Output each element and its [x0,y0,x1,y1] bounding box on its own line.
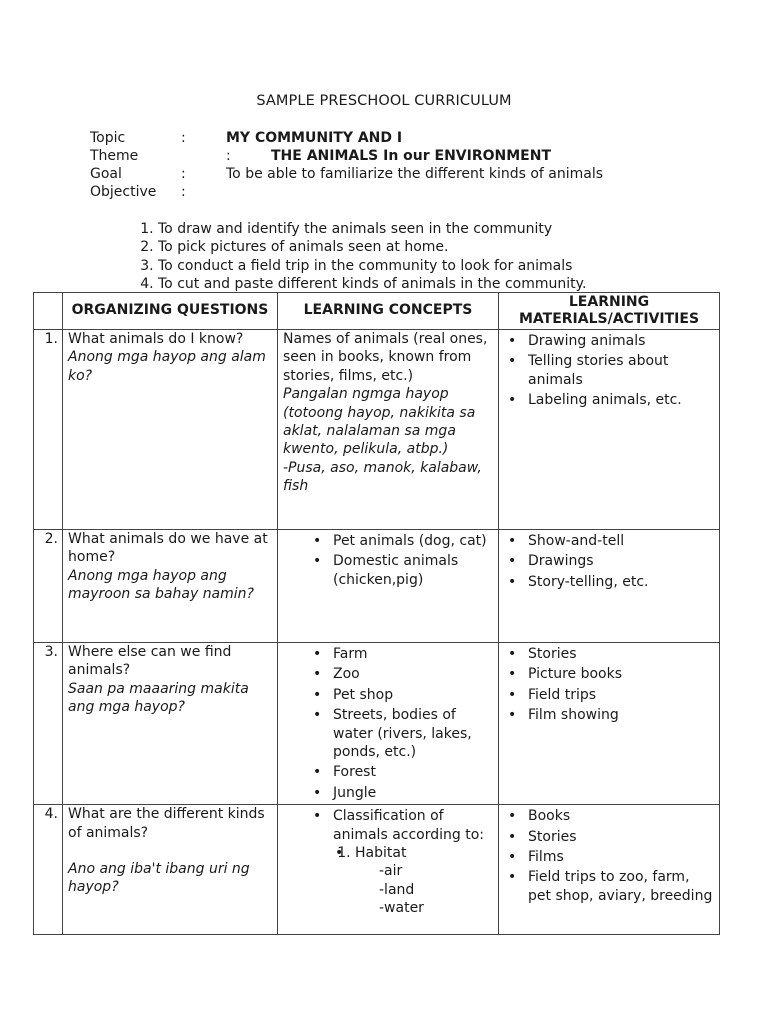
activities-cell [499,530,720,643]
concept-cell [278,643,499,805]
topic-label: Topic [90,130,126,146]
concept-cell [278,330,499,530]
question-english: What animals do I know? [68,331,244,347]
activities-cell [499,330,720,530]
objective-label: Objective [90,184,157,200]
question-english: What animals do we have at home? [68,531,268,566]
list-item: • Picture books [528,665,714,683]
list-item: • Stories [528,828,714,846]
concept-english: Names of animals (real ones, seen in books, known from stories, films, etc.) [283,331,488,384]
list-item: • Books [528,807,714,825]
list-item: • Pet shop [333,686,493,704]
concept-filipino: Pangalan ngmga hayop (totoong hayop, nakikita sa aklat, nalalaman sa mga kwento, pelikula, atbp.) [283,386,476,458]
question-cell [63,805,278,935]
table-row [34,530,720,643]
concept-examples: -Pusa, aso, manok, kalabaw, fish [283,459,482,495]
question-english: Where else can we find animals? [68,644,232,679]
concepts-list [283,645,493,802]
list-item: • Drawing animals [528,332,714,350]
question-filipino: Anong mga hayop ang alam ko? [68,349,266,384]
row-number: 3. [34,643,63,805]
question-filipino: Ano ang iba't ibang uri ng hayop? [68,861,250,896]
question-cell [63,530,278,643]
table-header-row [34,293,720,330]
objective-item: 3. To conduct a field trip in the community to look for animals [158,257,586,275]
list-item: • Forest [333,763,493,781]
list-item: • Streets, bodies of water (rivers, lakes, ponds, etc.) [333,706,493,761]
activities-list [504,807,714,905]
list-item: • Pet animals (dog, cat) [333,532,493,550]
theme-label: Theme [90,148,139,164]
objective-item: 1. To draw and identify the animals seen in the community [158,220,586,238]
habitat-label: Habitat [355,845,407,862]
question-cell [63,643,278,805]
list-item: • Film showing [528,706,714,724]
objective-item: 2. To pick pictures of animals seen at home. [158,238,586,256]
table-row [34,330,720,530]
theme-value: THE ANIMALS In our ENVIRONMENT [271,148,552,164]
topic-colon: : [181,130,186,146]
goal-value: To be able to familiarize the different kinds of animals [226,166,604,182]
header-questions: ORGANIZING QUESTIONS [63,293,278,330]
habitat-air: -air [379,863,403,880]
activities-list [504,532,714,591]
curriculum-table [33,292,720,935]
list-item: • Story-telling, etc. [528,573,714,591]
list-item: • Zoo [333,665,493,683]
habitat-water: -water [379,900,424,917]
table-row [34,643,720,805]
header-num [34,293,63,330]
list-item: • Drawings [528,552,714,570]
concepts-list [283,532,493,589]
question-cell [63,330,278,530]
list-item [333,807,493,917]
question-filipino: Anong mga hayop ang mayroon sa bahay namin? [68,567,254,603]
concepts-list [283,807,493,917]
concept-cell [278,530,499,643]
goal-label: Goal [90,166,122,182]
classification-sublist [333,844,493,918]
list-item: • Field trips [528,686,714,704]
activities-cell [499,643,720,805]
list-item: • Domestic animals (chicken,pig) [333,552,493,589]
list-item: • Field trips to zoo, farm, pet shop, aviary, breeding [528,868,714,905]
row-number: 1. [34,330,63,530]
habitat-land: -land [379,881,415,898]
question-filipino: Saan pa maaaring makita ang mga hayop? [68,680,249,716]
concept-cell [278,805,499,935]
list-item: • Jungle [333,784,493,802]
theme-colon: : [226,148,231,164]
list-item: • Stories [528,645,714,663]
header-concepts: LEARNING CONCEPTS [278,293,499,330]
activities-list [504,645,714,725]
header-activities: LEARNING MATERIALS/ACTIVITIES [499,293,720,330]
list-item: • Labeling animals, etc. [528,391,714,409]
activities-list [504,332,714,410]
table-row [34,805,720,935]
goal-colon: : [181,166,186,182]
objective-item: 4. To cut and paste different kinds of animals in the community. [158,275,586,293]
list-item: • Farm [333,645,493,663]
objectives-list [136,220,586,293]
list-item: • Telling stories about animals [528,352,714,389]
row-number: 4. [34,805,63,935]
list-item: • Show-and-tell [528,532,714,550]
document-title: SAMPLE PRESCHOOL CURRICULUM [256,93,512,109]
row-number: 2. [34,530,63,643]
question-english: What are the different kinds of animals? [68,806,265,841]
classification-text: Classification of animals according to: [333,808,484,843]
objective-colon: : [181,184,186,200]
activities-cell [499,805,720,935]
topic-value: MY COMMUNITY AND I [226,130,403,146]
list-item: • Films [528,848,714,866]
habitat-item [355,844,493,918]
